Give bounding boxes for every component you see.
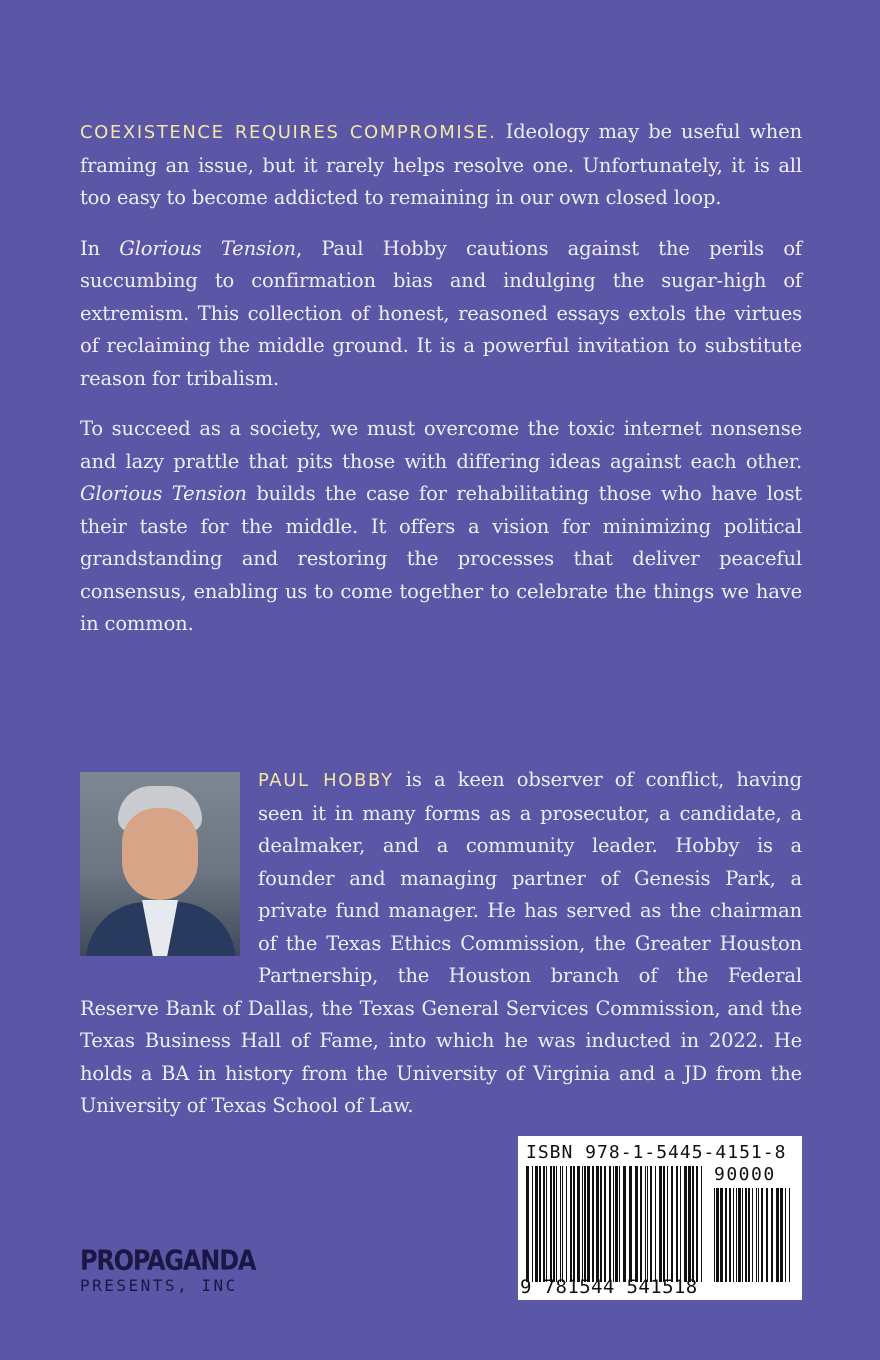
book-title: Glorious Tension xyxy=(119,236,296,260)
blurb-paragraph-3 xyxy=(80,413,802,641)
author-bio xyxy=(80,764,802,1123)
isbn-barcode xyxy=(518,1136,802,1300)
author-photo xyxy=(80,772,240,956)
blurb-p2-text: , Paul Hobby cautions against the perils of succumbing to confirmation bias and indulging the sugar-high of extremism. This collection of honest, reasoned essays extols the virtues of reclaiming the middle ground. It is a powerful invitation to substitute reason for tribalism. xyxy=(80,236,802,390)
blurb-p1-text: Ideology may be useful when framing an issue, but it rarely helps resolve one. Unfortunately, it is all too easy to become addicted to remaining in our own closed loop. xyxy=(80,120,802,209)
back-cover-blurb xyxy=(80,116,802,659)
publisher-logo xyxy=(80,1244,255,1295)
blurb-paragraph-1 xyxy=(80,116,802,215)
lead-in-caps: COEXISTENCE REQUIRES COMPROMISE. xyxy=(80,122,497,143)
blurb-paragraph-2 xyxy=(80,233,802,396)
bio-body: is a keen observer of conflict, having seen it in many forms as a prosecutor, a candidate, a dealmaker, and a community leader. Hobby is a founder and managing partner of Genesis Park, a private fund manager. He has served as the chairman of the Texas Ethics Commission, the Greater Houston Partnership, the Houston branch of the Federal Reserve Bank of Dallas, the Texas General Services Commission, and the Texas Business Hall of Fame, into which he was inducted in 2022. He holds a BA in history from the University of Virginia and a JD from the University of Texas School of Law. xyxy=(80,768,802,1117)
author-name: PAUL HOBBY xyxy=(258,770,394,791)
barcode-bars-icon xyxy=(526,1166,704,1282)
blurb-p3-text: To succeed as a society, we must overcome the toxic internet nonsense and lazy prattle that pits those with differing ideas against each other. xyxy=(80,417,802,473)
price-code: 90000 xyxy=(714,1164,776,1185)
isbn-text: ISBN 978-1-5445-4151-8 xyxy=(526,1142,787,1163)
publisher-subname: PRESENTS, INC xyxy=(80,1276,238,1295)
blurb-p2-pre: In xyxy=(80,236,120,260)
book-title: Glorious Tension xyxy=(80,482,247,505)
barcode-digits: 9 781544 541518 xyxy=(520,1276,698,1298)
blurb-p3-text-2: builds the case for rehabilitating those who have lost their taste for the middle. It offers a vision for minimizing political grandstanding and restoring the processes that deliver peaceful consensus, enabling us to come together to celebrate the things we have in common. xyxy=(80,482,802,635)
publisher-name: PROPAGANDA xyxy=(80,1244,256,1277)
barcode-addon-bars-icon xyxy=(714,1188,792,1282)
